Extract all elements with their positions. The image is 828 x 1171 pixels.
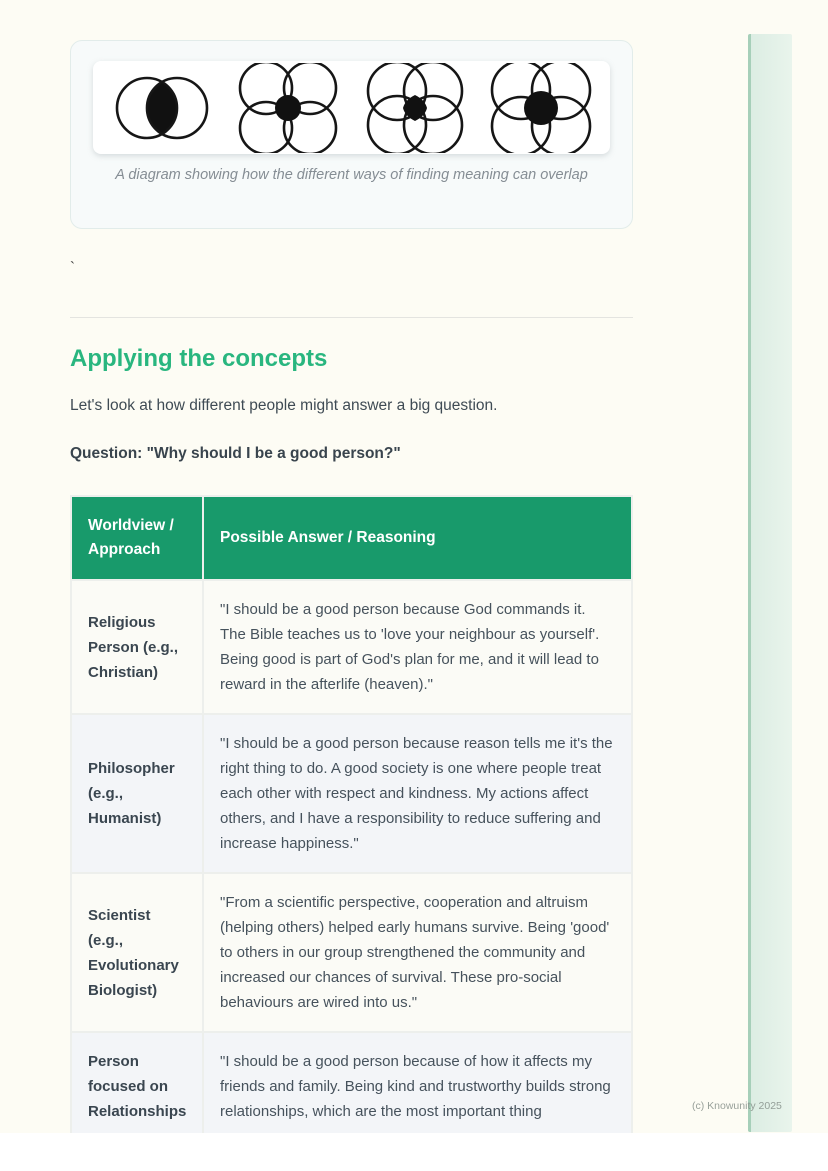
table-row bbox=[71, 873, 632, 1032]
table-row bbox=[71, 714, 632, 873]
worldview-cell: Philosopher (e.g., Humanist) bbox=[71, 714, 203, 873]
answer-cell: "From a scientific perspective, cooperation and altruism (helping others) helped early humans survive. Being 'good' to others in our group strengthened the community and increased our chances of survival. These pro-social behaviours are wired into us." bbox=[203, 873, 632, 1032]
intro-paragraph: Let's look at how different people might answer a big question. bbox=[70, 397, 498, 414]
figure-card bbox=[70, 40, 633, 229]
worldview-cell: Religious Person (e.g., Christian) bbox=[71, 580, 203, 714]
answer-cell: "I should be a good person because God commands it. The Bible teaches us to 'love your neighbour as yourself'. Being good is part of God's plan for me, and it will lead to reward in the afterlife (heaven)." bbox=[203, 580, 632, 714]
venn-diagram-panel bbox=[93, 61, 610, 154]
section-heading: Applying the concepts bbox=[70, 345, 328, 372]
table-row bbox=[71, 1032, 632, 1133]
scrollbar-track[interactable] bbox=[748, 34, 792, 1132]
column-header-worldview: Worldview / Approach bbox=[71, 496, 203, 580]
venn-two-circles-filled-lens-icon bbox=[102, 63, 222, 153]
venn-four-circles-center-diamond-icon bbox=[355, 63, 475, 153]
column-header-answer: Possible Answer / Reasoning bbox=[203, 496, 632, 580]
venn-four-circles-center-dot-icon bbox=[228, 63, 348, 153]
table-row bbox=[71, 580, 632, 714]
worldview-cell: Scientist (e.g., Evolutionary Biologist) bbox=[71, 873, 203, 1032]
table-header-row bbox=[71, 496, 632, 580]
venn-four-circles-center-large-dot-icon bbox=[481, 63, 601, 153]
question-paragraph: Question: "Why should I be a good person?" bbox=[70, 445, 401, 462]
copyright-watermark: (c) Knowunity 2025 bbox=[692, 1100, 782, 1112]
section-divider bbox=[70, 317, 633, 318]
answer-cell: "I should be a good person because of how it affects my friends and family. Being kind and trustworthy builds strong relationships, which are the most important thing bbox=[203, 1032, 632, 1133]
figure-caption: A diagram showing how the different ways of finding meaning can overlap bbox=[115, 167, 588, 183]
worldview-cell: Person focused on Relationships bbox=[71, 1032, 203, 1133]
stray-backtick: ` bbox=[70, 259, 75, 276]
worldview-answers-table bbox=[70, 495, 633, 1133]
answer-cell: "I should be a good person because reason tells me it's the right thing to do. A good society is one where people treat each other with respect and kindness. My actions affect others, and I have a responsibility to reduce suffering and increase happiness." bbox=[203, 714, 632, 873]
page-content bbox=[70, 40, 633, 1133]
